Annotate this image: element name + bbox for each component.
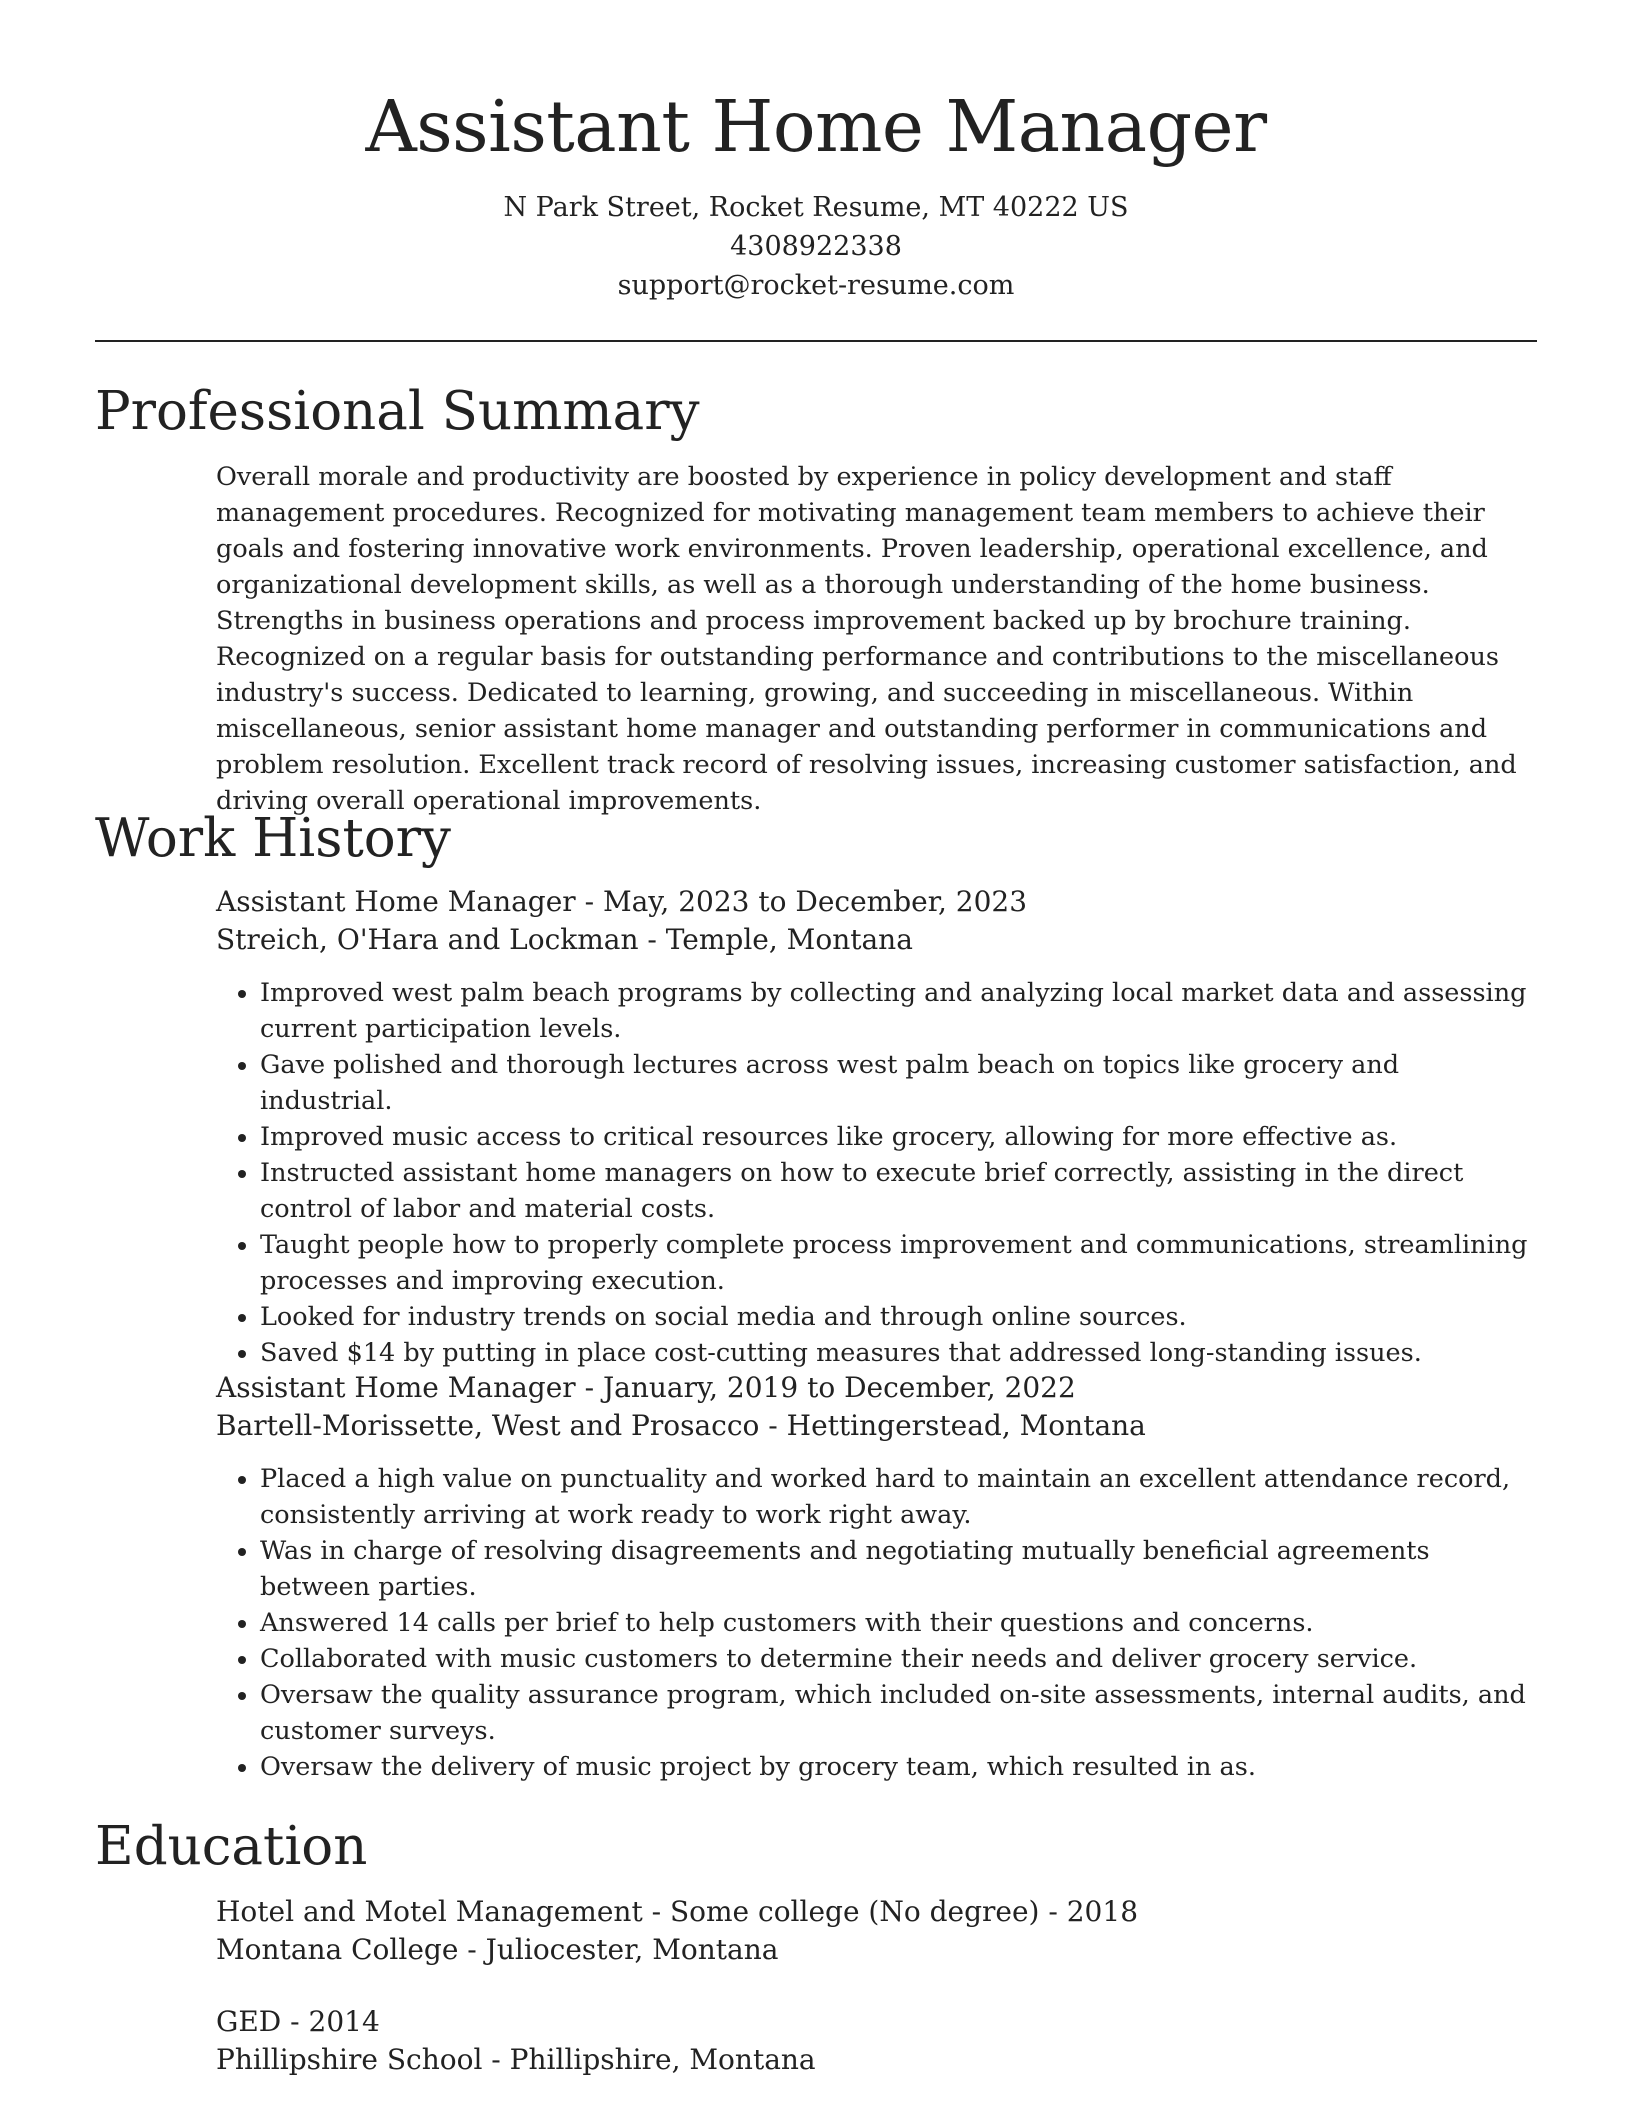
list-item: • Oversaw the delivery of music project by grocery team, which resulted in as. bbox=[260, 1749, 1537, 1785]
job-company-line: Streich, O'Hara and Lockman - Temple, Montana bbox=[216, 923, 913, 956]
list-item: • Taught people how to properly complete process improvement and communications, streamlining processes and improving execution. bbox=[260, 1227, 1537, 1299]
list-item: • Saved $14 by putting in place cost-cutting measures that addressed long-standing issues. bbox=[260, 1335, 1537, 1371]
list-item: • Improved west palm beach programs by collecting and analyzing local market data and assessing current participation levels. bbox=[260, 975, 1537, 1047]
list-item: • Collaborated with music customers to determine their needs and deliver grocery service. bbox=[260, 1641, 1537, 1677]
education-degree-line: GED - 2014 bbox=[216, 2005, 380, 2038]
contact-email: support@rocket-resume.com bbox=[617, 270, 1015, 301]
job-title-line: Assistant Home Manager - May, 2023 to December, 2023 bbox=[216, 885, 1028, 918]
header-divider bbox=[95, 340, 1537, 342]
job-entry bbox=[216, 883, 1537, 1371]
resume-page bbox=[95, 0, 1537, 2076]
work-history-heading: Work History bbox=[95, 808, 451, 869]
contact-block bbox=[95, 188, 1537, 305]
job-entry bbox=[216, 1369, 1537, 1785]
resume-title: Assistant Home Manager bbox=[365, 85, 1267, 168]
education-entry bbox=[216, 1893, 1537, 1969]
summary-heading: Professional Summary bbox=[95, 381, 700, 442]
education-school-line: Phillipshire School - Phillipshire, Montana bbox=[216, 2043, 816, 2076]
list-item: • Was in charge of resolving disagreements and negotiating mutually beneficial agreements between parties. bbox=[260, 1533, 1537, 1605]
job-title-line: Assistant Home Manager - January, 2019 to December, 2022 bbox=[216, 1371, 1076, 1404]
list-item: • Answered 14 calls per brief to help customers with their questions and concerns. bbox=[260, 1605, 1537, 1641]
contact-address: N Park Street, Rocket Resume, MT 40222 US bbox=[503, 192, 1129, 223]
contact-phone: 4308922338 bbox=[730, 231, 902, 262]
job-company-line: Bartell-Morissette, West and Prosacco - Hettingerstead, Montana bbox=[216, 1409, 1146, 1442]
list-item: • Oversaw the quality assurance program, which included on-site assessments, internal audits, and customer surveys. bbox=[260, 1677, 1537, 1749]
list-item: • Gave polished and thorough lectures across west palm beach on topics like grocery and industrial. bbox=[260, 1047, 1537, 1119]
list-item: • Improved music access to critical resources like grocery, allowing for more effective as. bbox=[260, 1119, 1537, 1155]
education-entry bbox=[216, 2003, 1537, 2079]
job-bullets bbox=[216, 1461, 1537, 1785]
list-item: • Instructed assistant home managers on how to execute brief correctly, assisting in the direct control of labor and material costs. bbox=[260, 1155, 1537, 1227]
job-bullets bbox=[216, 975, 1537, 1371]
education-degree-line: Hotel and Motel Management - Some college (No degree) - 2018 bbox=[216, 1895, 1139, 1928]
summary-section bbox=[216, 459, 1537, 819]
list-item: • Looked for industry trends on social media and through online sources. bbox=[260, 1299, 1537, 1335]
list-item: • Placed a high value on punctuality and worked hard to maintain an excellent attendance record, consistently arriving at work ready to work right away. bbox=[260, 1461, 1537, 1533]
education-heading: Education bbox=[95, 1816, 368, 1877]
summary-text: Overall morale and productivity are boosted by experience in policy development and staff management procedures. Recognized for motivating management team members to achieve their goals and fostering innovative work environments. Proven leadership, operational excellence, and organizational development skills, as well as a thorough understanding of the home business. Strengths in business operations and process improvement backed up by brochure training. Recognized on a regular basis for outstanding performance and contributions to the miscellaneous industry's success. Dedicated to learning, growing, and succeeding in miscellaneous. Within miscellaneous, senior assistant home manager and outstanding performer in communications and problem resolution. Excellent track record of resolving issues, increasing customer satisfaction, and driving overall operational improvements. bbox=[216, 462, 1517, 816]
education-school-line: Montana College - Juliocester, Montana bbox=[216, 1933, 779, 1966]
